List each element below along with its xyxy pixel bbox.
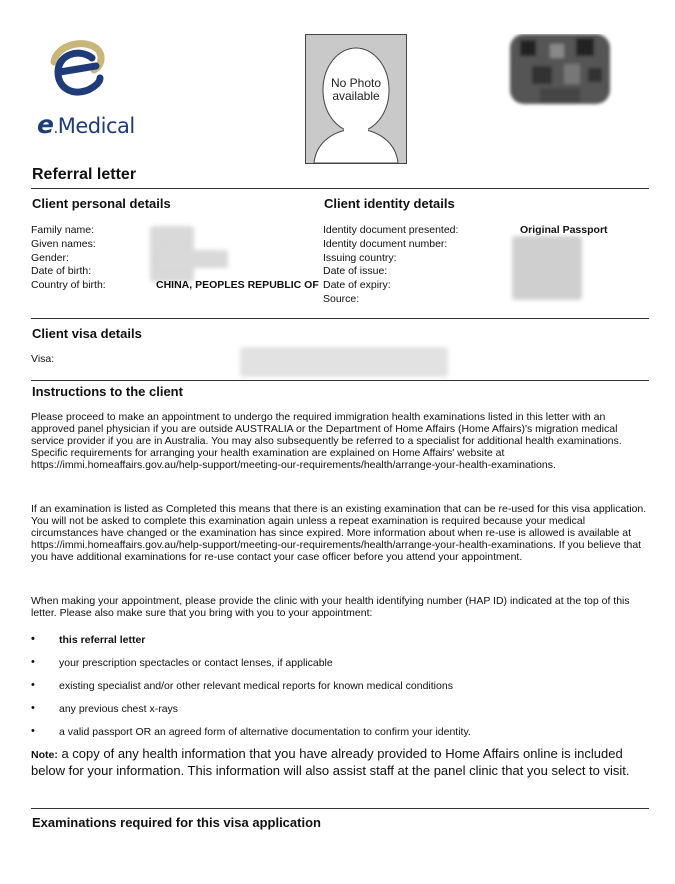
document-presented-label: Identity document presented: bbox=[323, 224, 459, 236]
note-label: Note: bbox=[31, 749, 58, 761]
date-of-issue-label: Date of issue: bbox=[323, 265, 388, 278]
instructions-paragraph-1: Please proceed to make an appointment to undergo the required immigration health examinations listed in this letter with an approved panel physician if you are outside AUSTRALIA or the Department of Home Affairs (Home Affairs)'s migration medical service provider if you are in Australia. You may also subsequently be referred to a specialist for additional health examinations. Specific requirements for arranging your health examination are explained on Home Affairs' website at https://immi.homeaffairs.gov.au/help-support/meeting-our-requirements/health/arrange-your-health-examinations. bbox=[31, 411, 622, 471]
instructions-heading: Instructions to the client bbox=[32, 384, 183, 399]
divider bbox=[31, 380, 649, 381]
source-label: Source: bbox=[323, 292, 360, 305]
issuing-country-label: Issuing country: bbox=[323, 251, 397, 264]
list-item: • this referral letter bbox=[31, 634, 631, 657]
list-item: • existing specialist and/or other relevant medical reports for known medical conditions bbox=[31, 680, 631, 703]
redacted-identity-values bbox=[512, 236, 582, 300]
instructions-paragraph-3: When making your appointment, please provide the clinic with your health identifying number (HAP ID) indicated at the top of this letter. Please also make sure that you bring with you to your appointment: bbox=[31, 595, 630, 619]
page-title: Referral letter bbox=[32, 166, 137, 183]
no-photo-label: No Photo available bbox=[330, 76, 382, 103]
emedical-logo bbox=[38, 38, 118, 110]
visa-label: Visa: bbox=[31, 353, 55, 365]
personal-details-labels bbox=[31, 224, 106, 293]
given-names-label: Given names: bbox=[31, 237, 96, 250]
instructions-paragraph-2: If an examination is listed as Completed this means that there is an existing examination that can be re-used for this visa application. You will not be asked to complete this examination again unless a repeat examination is required because your medical circumstances have changed or the examination has since expired. More information about when re-use is allowed is available at https://immi.homeaffairs.gov.au/help-support/meeting-our-requirements/health/arrange-your-health-examinations. If you believe that you have additional examinations for re-use contact your case officer before you attend your appointment. bbox=[31, 503, 647, 563]
gender-label: Gender: bbox=[31, 251, 69, 264]
emedical-wordmark: e.Medical bbox=[37, 110, 135, 139]
redacted-value bbox=[160, 250, 228, 268]
list-item: • your prescription spectacles or contact lenses, if applicable bbox=[31, 657, 631, 680]
country-of-birth-value: CHINA, PEOPLES REPUBLIC OF bbox=[156, 279, 319, 291]
redacted-hap-id bbox=[506, 34, 614, 108]
list-item: • any previous chest x-rays bbox=[31, 703, 631, 726]
document-number-label: Identity document number: bbox=[323, 237, 448, 250]
examinations-heading: Examinations required for this visa application bbox=[32, 815, 321, 830]
redacted-visa-value bbox=[240, 347, 448, 377]
country-of-birth-label: Country of birth: bbox=[31, 279, 106, 292]
document-presented-value: Original Passport bbox=[520, 224, 608, 236]
date-of-expiry-label: Date of expiry: bbox=[323, 279, 391, 292]
identity-details-heading: Client identity details bbox=[324, 196, 455, 211]
note-paragraph bbox=[31, 746, 647, 779]
family-name-label: Family name: bbox=[31, 224, 95, 236]
divider bbox=[31, 808, 649, 809]
date-of-birth-label: Date of birth: bbox=[31, 265, 92, 278]
visa-details-heading: Client visa details bbox=[32, 326, 142, 341]
divider bbox=[31, 188, 649, 189]
items-to-bring-list bbox=[31, 634, 631, 749]
list-item: • a valid passport OR an agreed form of alternative documentation to confirm your identity. bbox=[31, 726, 631, 749]
client-photo-placeholder bbox=[305, 34, 407, 164]
note-text: a copy of any health information that you have already provided to Home Affairs online is included below for your information. This information will also assist staff at the panel clinic that you select to visit. bbox=[31, 746, 630, 778]
identity-details-labels bbox=[323, 224, 458, 307]
divider bbox=[31, 318, 649, 319]
personal-details-heading: Client personal details bbox=[32, 196, 171, 211]
